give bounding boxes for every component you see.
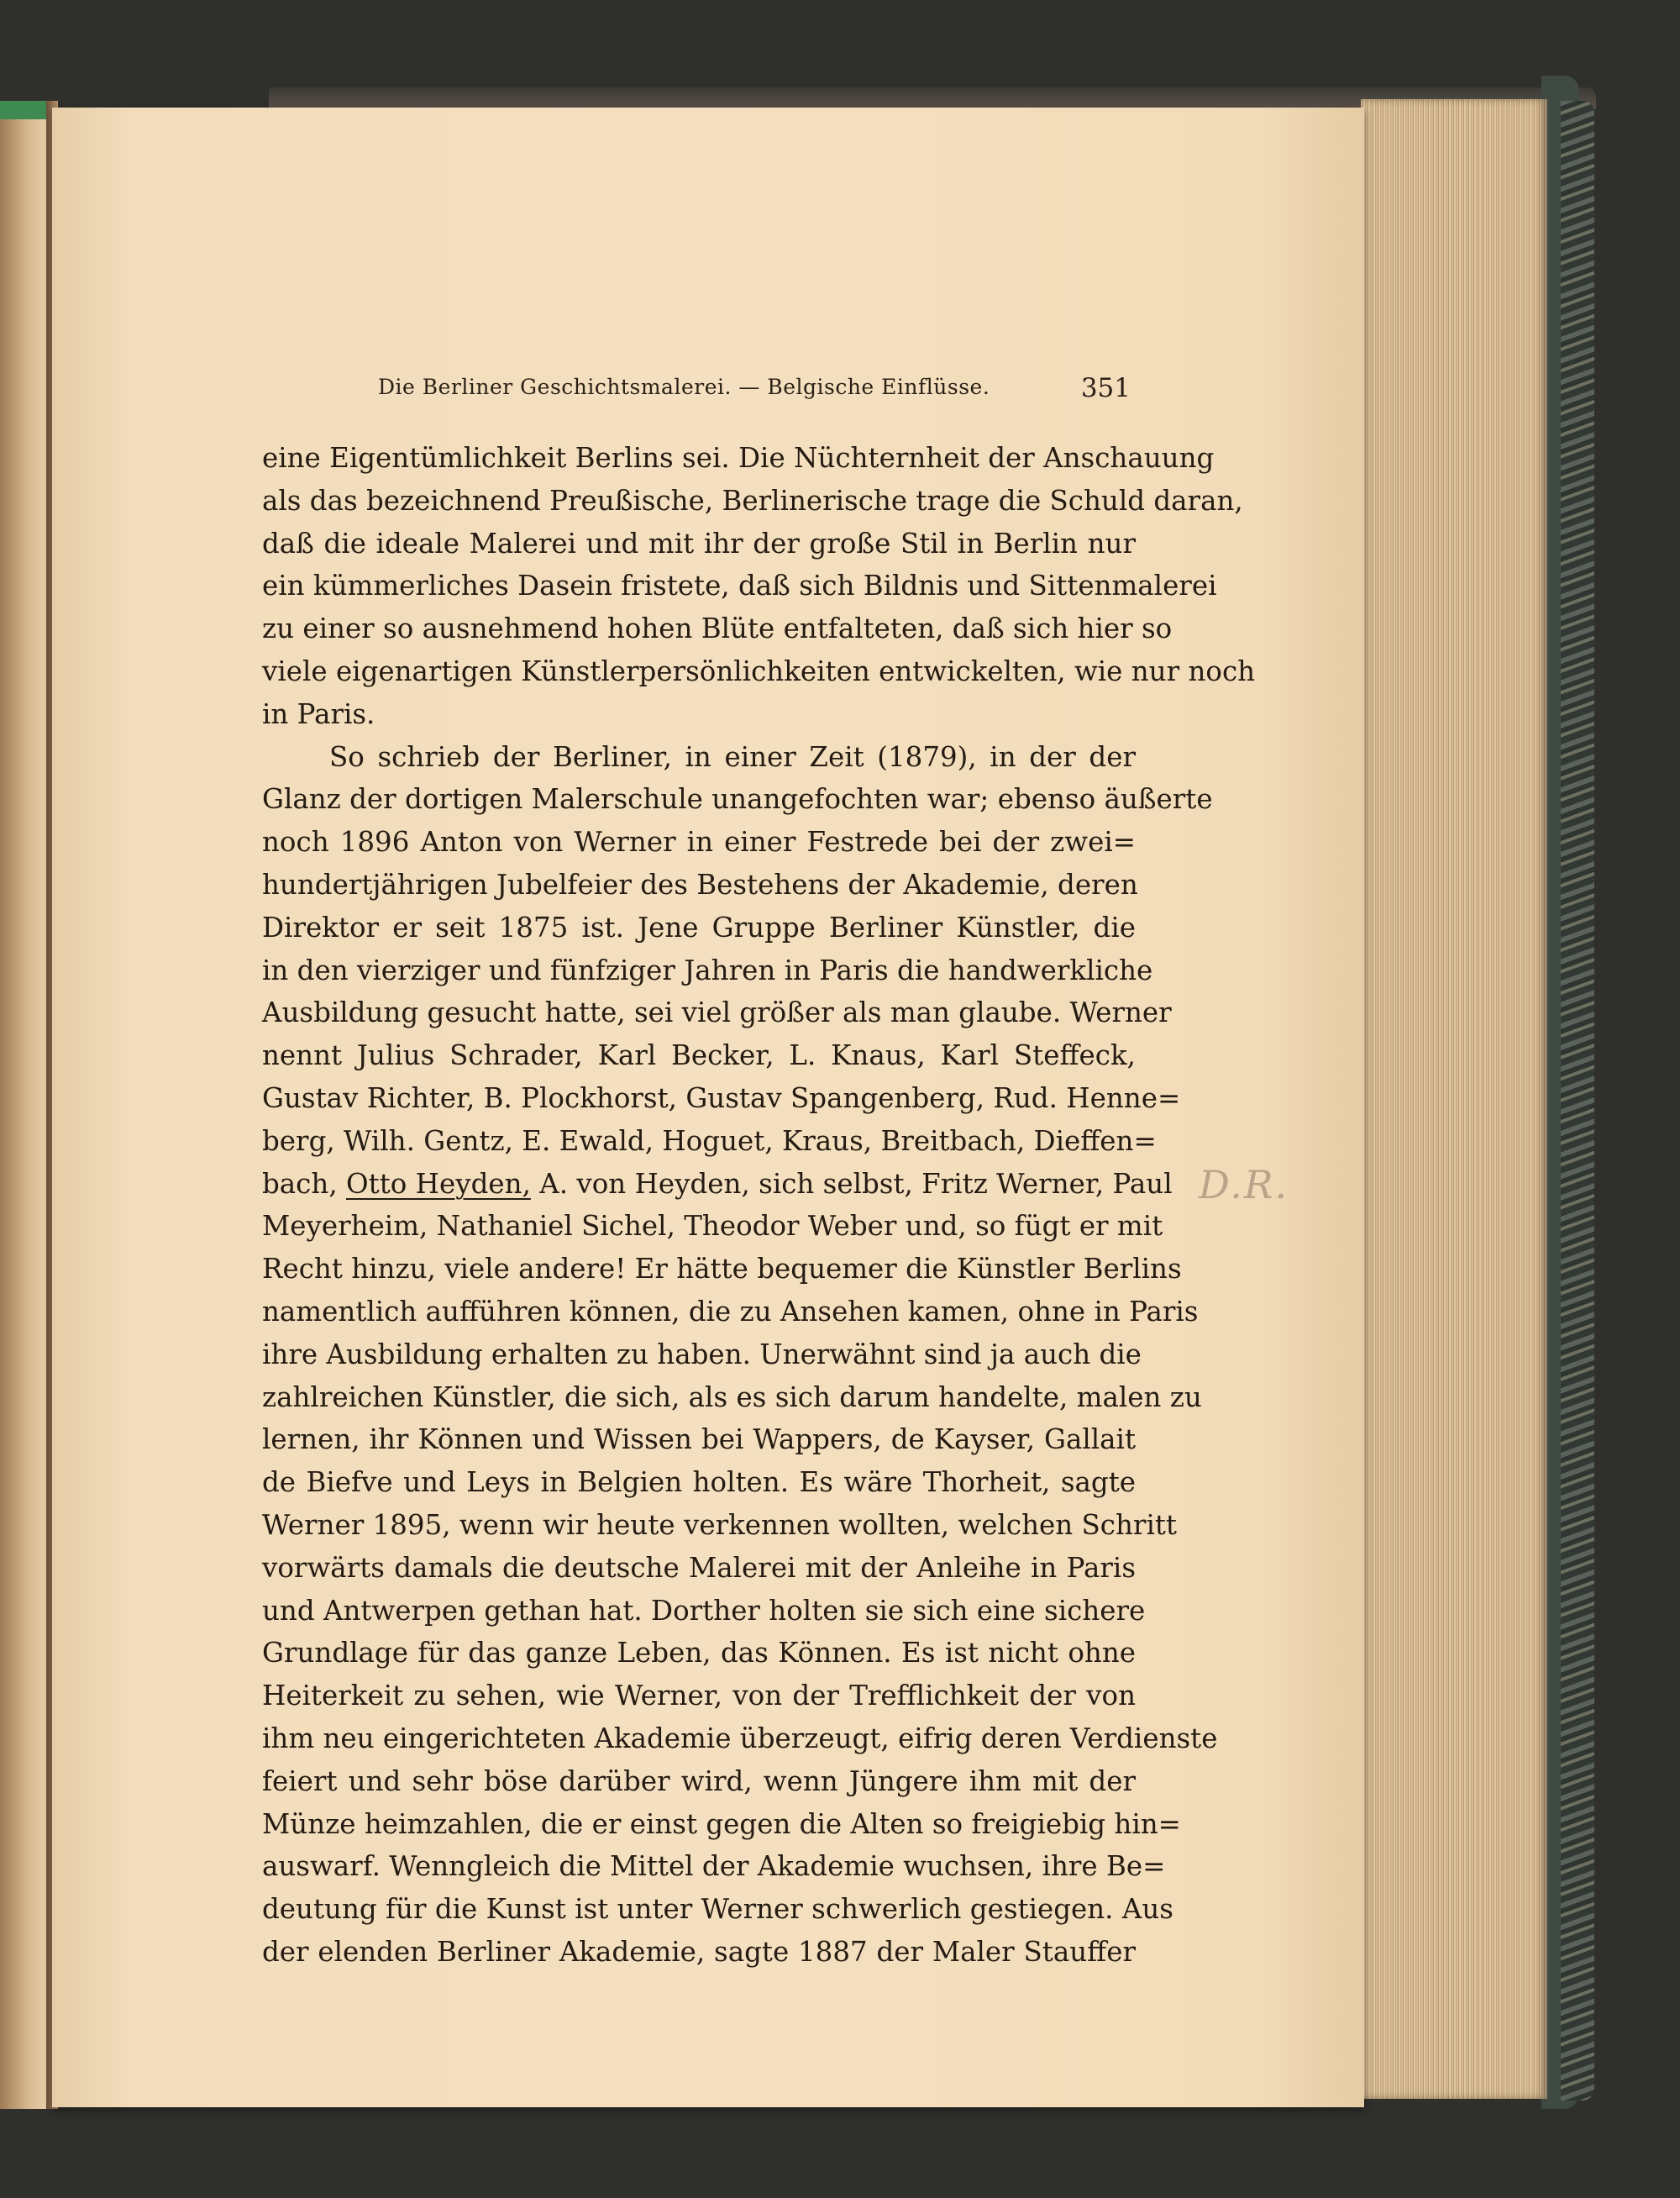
text-line: als das bezeichnend Preußische, Berlinerische trage die Schuld daran, [262,484,1243,517]
text-line: deutung für die Kunst ist unter Werner schwerlich gestiegen. Aus [262,1893,1173,1926]
text-line: vorwärts damals die deutsche Malerei mit der Anleihe in Paris [262,1551,1136,1584]
text-line: Werner 1895, wenn wir heute verkennen wollten, welchen Schritt [262,1508,1177,1541]
text-line: feiert und sehr böse darüber wird, wenn Jüngere ihm mit der [262,1764,1136,1797]
text-line: daß die ideale Malerei und mit ihr der große Stil in Berlin nur [262,527,1136,560]
text-line: Meyerheim, Nathaniel Sichel, Theodor Weber und, so fügt er mit [262,1210,1163,1243]
text-line: in den vierziger und fünfziger Jahren in Paris die handwerkliche [262,954,1153,986]
text-line: de Biefve und Leys in Belgien holten. Es wäre Thorheit, sagte [262,1466,1136,1499]
running-head-title: Die Berliner Geschichtsmalerei. — Belgische Einflüsse. [378,375,990,399]
text-line: eine Eigentümlichkeit Berlins sei. Die Nüchternheit der Anschauung [262,442,1215,474]
text-line: ihre Ausbildung erhalten zu haben. Unerwähnt sind ja auch die [262,1338,1142,1370]
text-line: lernen, ihr Können und Wissen bei Wappers, de Kayser, Gallait [262,1423,1136,1456]
underlined-name: Otto Heyden, [346,1167,531,1200]
text-line: noch 1896 Anton von Werner in einer Festrede bei der zwei= [262,826,1136,859]
text-line-with-underline [262,1163,1173,1206]
page-number: 351 [1080,373,1131,403]
text-line: Gustav Richter, B. Plockhorst, Gustav Spangenberg, Rud. Henne= [262,1081,1181,1114]
pencil-margin-note: D.R. [1199,1162,1289,1207]
line-segment: A. von Heyden, sich selbst, Fritz Werner, Paul [539,1167,1173,1200]
text-line: Heiterkeit zu sehen, wie Werner, von der Trefflichkeit der von [262,1680,1136,1712]
left-page-green-edge [0,101,50,119]
marbled-cover-edge [1561,101,1594,2101]
text-line: der elenden Berliner Akademie, sagte 1887 der Maler Stauffer [262,1935,1136,1968]
running-head [378,375,1131,413]
text-line: berg, Wilh. Gentz, E. Ewald, Hoguet, Kraus, Breitbach, Dieffen= [262,1124,1157,1157]
text-line: Glanz der dortigen Malerschule unangefochten war; ebenso äußerte [262,783,1213,816]
text-line: zahlreichen Künstler, die sich, als es sich darum handelte, malen zu [262,1380,1202,1413]
text-line: Recht hinzu, viele andere! Er hätte bequemer die Künstler Berlins [262,1253,1182,1286]
text-line: Direktor er seit 1875 ist. Jene Gruppe Berliner Künstler, die [262,911,1136,944]
text-line: hundertjährigen Jubelfeier des Bestehens der Akademie, deren [262,868,1138,901]
text-line: Grundlage für das ganze Leben, das Können. Es ist nicht ohne [262,1637,1136,1670]
left-page-edge [0,109,52,2109]
text-line: ein kümmerliches Dasein fristete, daß sich Bildnis und Sittenmalerei [262,570,1217,602]
text-line: nennt Julius Schrader, Karl Becker, L. Knaus, Karl Steffeck, [262,1039,1136,1072]
book-page [52,108,1364,2107]
text-line: viele eigenartigen Künstlerpersönlichkeiten entwickelten, wie nur noch [262,655,1256,687]
text-line: ihm neu eingerichteten Akademie überzeugt, eifrig deren Verdienste [262,1722,1218,1754]
line-segment: bach, [262,1167,338,1200]
text-line: und Antwerpen gethan hat. Dorther holten sie sich eine sichere [262,1594,1146,1627]
text-line: in Paris. [262,697,375,730]
text-line: Münze heimzahlen, die er einst gegen die Alten so freigiebig hin= [262,1807,1181,1840]
text-line: Ausbildung gesucht hatte, sei viel größer als man glaube. Werner [262,996,1172,1029]
page-stack-edge [1361,99,1547,2099]
text-line: So schrieb der Berliner, in einer Zeit (1879), in der der [329,740,1136,773]
text-line: zu einer so ausnehmend hohen Blüte entfalteten, daß sich hier so [262,613,1173,645]
text-line: namentlich aufführen können, die zu Ansehen kamen, ohne in Paris [262,1295,1199,1328]
text-line: auswarf. Wenngleich die Mittel der Akademie wuchsen, ihre Be= [262,1850,1166,1883]
